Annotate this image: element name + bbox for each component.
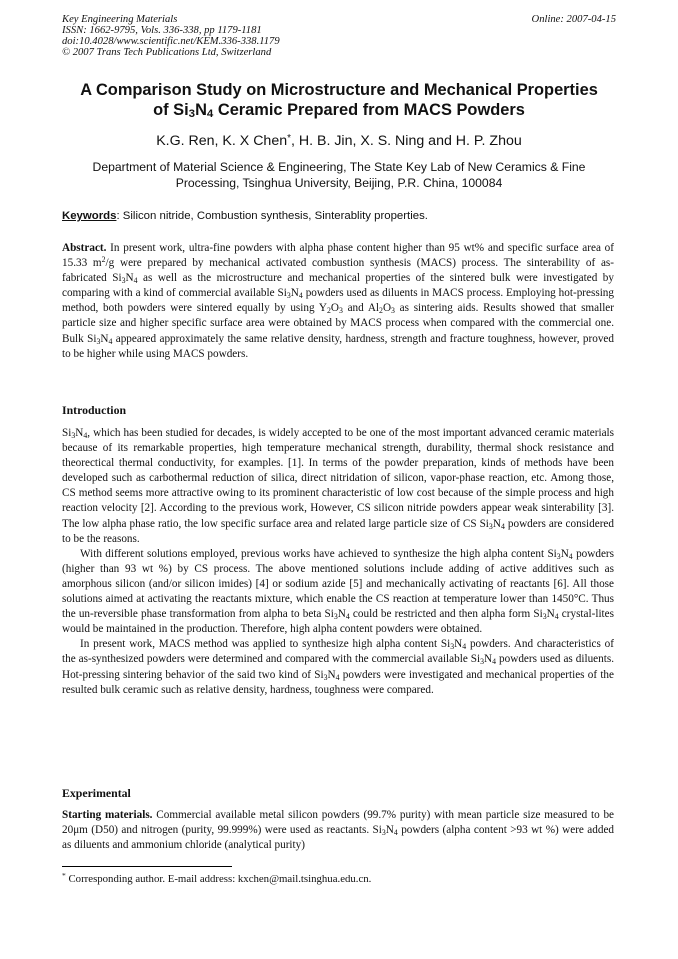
title-line-1: A Comparison Study on Microstructure and Mechanical Properties xyxy=(80,81,598,99)
issn-line: ISSN: 1662-9795, Vols. 336-338, pp 1179-1181 xyxy=(62,25,262,36)
intro-paragraph-1: $Si_3N_4$, which has been studied for decades, is widely accepted to be one of the most important advanced ceramic materials because of its remarkable properties, high temperature mechanical strength, durability, thermal shock resistance and theorectical thermal conductivity, for examples. [1]. In terms of the powder preparation, kinds of methods have been developed such as carbothermal reduction of silica, direct nitridation of silicon, vapor-phase reaction, etc. Among those, CS method seems more attractive owing to its prominent characteristic of low cost because of the simple process and high reaction velocity [2]. According to the previous work, However, CS silicon nitride powders appear weak sinterability [3]. The low alpha phase ratio, the low specific surface area and related large particle size of CS $Si_3N_4$ powders are considered to be the reasons. xyxy=(62,427,614,545)
footnote: * Corresponding author. E-mail address: kxchen@mail.tsinghua.edu.cn. xyxy=(62,871,372,885)
author-list: K.G. Ren, K. X Chen*, H. B. Jin, X. S. Ning and H. P. Zhou xyxy=(156,133,522,149)
starting-materials-label: Starting materials. xyxy=(62,809,153,821)
journal-header xyxy=(62,14,280,58)
abstract: Abstract. In present work, ultra-fine powders with alpha phase content higher than 95 wt% and specific surface area of 15.33 $m^2/g$ were prepared by mechanical activated combustion synthesis (MACS) process. The sinterability of as-fabricated $Si_3N_4$ as well as the microstructure and mechanical properties of the sintered bulk were investigated by comparing with a kind of commercial available $Si_3N_4$ powders used as diluents in MACS process. Employing hot-pressing method, both powders were sintered equally by using $Y_2O_3$ and $Al_2O_3$ as sintering aids. Results showed that smaller particle size and higher specific surface area were obtained by MACS process when compared with the commercial one. Bulk $Si_3N_4$ appeared approximately the same relative density, hardness, strength and fracture toughness, however, proved to be higher while using MACS powders. xyxy=(62,242,615,360)
introduction-body xyxy=(62,426,614,698)
intro-paragraph-3: In present work, MACS method was applied to synthesize high alpha content $Si_3N_4$ powders. And characteristics of the as-synthesized powders were determined and compared with the commercial available $Si_3N_4$ powders used as diluents. Hot-pressing sintering behavior of the said two kind of $Si_3N_4$ powders were investigated and mechanical properties of the resulted bulk ceramic such as relative density, hardness, toughness were compared. xyxy=(62,638,614,696)
doi-line: doi:10.4028/www.scientific.net/KEM.336-338.1179 xyxy=(62,36,280,47)
experimental-body: Starting materials. Commercial available metal silicon powders (99.7% purity) with mean particle size measured to be 20μm (D50) and nitrogen (purity, 99.999%) were used as reactants. $Si_3N_4$ powders (alpha content >93 wt %) were added as diluents and ammonium chloride (analytical purity) xyxy=(62,809,615,852)
corresponding-author-mark: * xyxy=(287,133,291,144)
title-line-2: of $Si_3N_4$ Ceramic Prepared from MACS Powders xyxy=(153,101,525,120)
journal-name: Key Engineering Materials xyxy=(62,14,178,25)
copyright-line: © 2007 Trans Tech Publications Ltd, Switzerland xyxy=(62,47,272,58)
abstract-label: Abstract. xyxy=(62,242,107,254)
introduction-heading: Introduction xyxy=(62,403,127,417)
keywords: Keywords: Silicon nitride, Combustion synthesis, Sinterablity properties. xyxy=(62,210,428,222)
footnote-rule xyxy=(62,866,232,867)
keywords-text: Silicon nitride, Combustion synthesis, Sinterablity properties. xyxy=(119,210,428,222)
affiliation: Department of Material Science & Engineering, The State Key Lab of New Ceramics & Fine Processing, Tsinghua University, Beijing, P.R. China, 100084 xyxy=(92,160,586,190)
intro-paragraph-2: With different solutions employed, previous works have achieved to synthesize the high alpha content $Si_3N_4$ powders (higher than 93 wt %) by CS process. The above mentioned solutions include adding of active additives such as amorphous silicon (and/or silicon imides) [4] or sodium azide [5] and mechanically activating of reactants [6]. All those solutions aimed at activating the reactants mixture, which enable the CS reaction at temperature lower than 1450°C. Thus the un-reversible phase transformation from alpha to beta $Si_3N_4$ could be restricted and then alpha form $Si_3N_4$ crystal-lites would be maintained in the production. Therefore, high alpha content powders were obtained. xyxy=(62,547,614,636)
paper-title xyxy=(40,80,638,120)
experimental-heading: Experimental xyxy=(62,786,131,800)
keywords-label: Keywords xyxy=(62,210,117,222)
online-date: Online: 2007-04-15 xyxy=(531,14,616,25)
